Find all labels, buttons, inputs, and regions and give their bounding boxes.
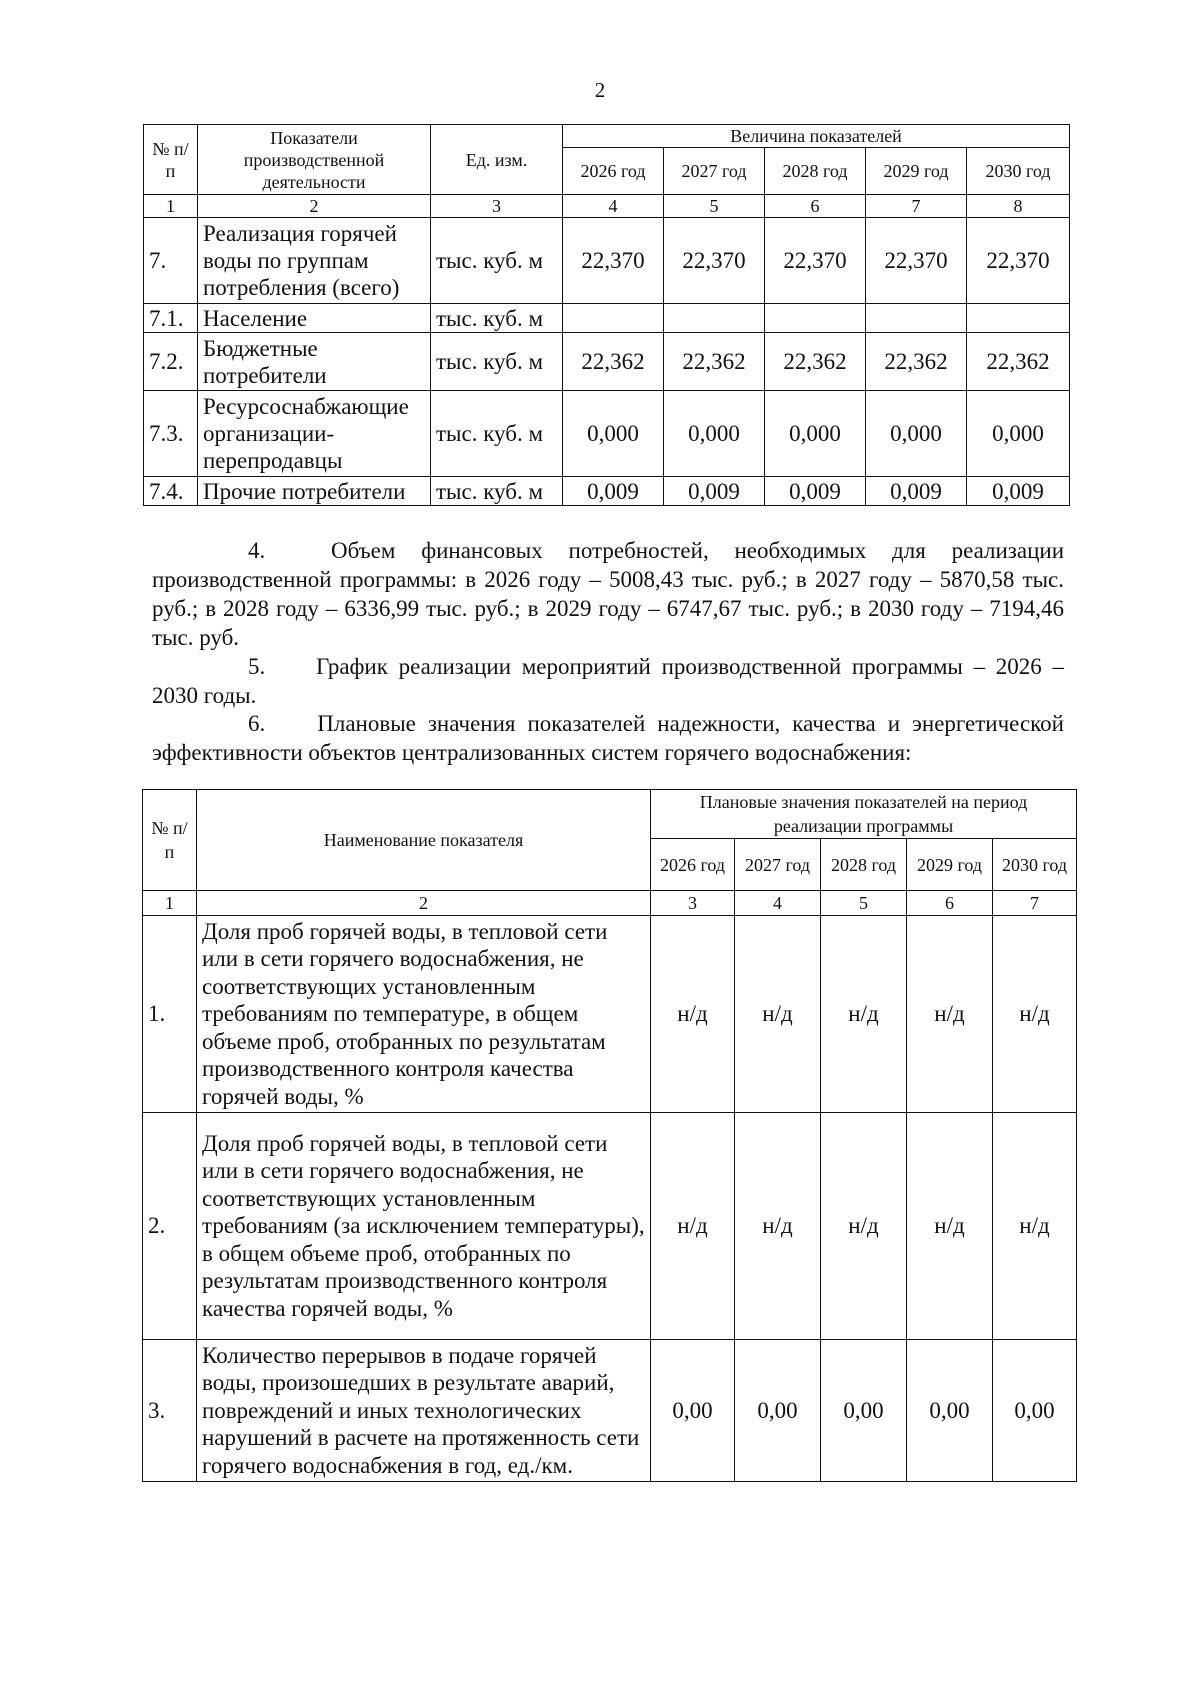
paragraph-number: 4. <box>248 538 266 563</box>
header-year: 2030 год <box>993 839 1077 891</box>
row-value <box>664 304 765 333</box>
row-value: н/д <box>651 916 735 1113</box>
row-num: 7.3. <box>144 391 198 477</box>
paragraph-6 <box>152 709 1064 767</box>
reliability-indicators-table <box>142 789 1077 1482</box>
paragraph-5 <box>152 652 1064 710</box>
row-value: 22,370 <box>563 218 664 304</box>
paragraph-number: 5. <box>248 654 266 679</box>
table-row <box>143 1113 1077 1340</box>
row-value: 0,000 <box>967 391 1070 477</box>
header-year: 2027 год <box>664 148 765 195</box>
table-row <box>144 333 1070 391</box>
row-num: 7. <box>144 218 198 304</box>
header-indicator: Показатели производственной деятельности <box>198 125 431 195</box>
paragraph-4 <box>152 536 1064 652</box>
header-year: 2030 год <box>967 148 1070 195</box>
col-number: 5 <box>664 195 765 218</box>
production-indicators-table <box>143 124 1070 506</box>
row-value: 0,009 <box>563 477 664 506</box>
header-year: 2029 год <box>907 839 993 891</box>
row-value <box>866 304 967 333</box>
col-number: 6 <box>765 195 866 218</box>
row-value: н/д <box>907 916 993 1113</box>
col-number: 5 <box>821 891 907 916</box>
row-name: Население <box>198 304 431 333</box>
table-row <box>144 391 1070 477</box>
row-name: Ресурсоснабжающие организации-перепродавцы <box>198 391 431 477</box>
row-value: 0,00 <box>907 1340 993 1482</box>
row-value: 0,000 <box>664 391 765 477</box>
row-value: 0,000 <box>563 391 664 477</box>
table-row <box>144 218 1070 304</box>
header-year: 2027 год <box>735 839 821 891</box>
header-num: № п/п <box>144 125 198 195</box>
col-number: 1 <box>144 195 198 218</box>
row-num: 3. <box>143 1340 197 1482</box>
paragraph-text: Объем финансовых потребностей, необходимых для реализации производственной программы: в 2026 году – 5008,43 тыс. руб.; в 2027 году – 5870,58 тыс. руб.; в 2028 году – 6336,99 тыс. руб.; в 2029 году – 6747,67 тыс. руб.; в 2030 году – 7194,46 тыс. руб. <box>152 538 1064 650</box>
row-value: 22,362 <box>967 333 1070 391</box>
table-row <box>143 1340 1077 1482</box>
col-number: 3 <box>431 195 563 218</box>
row-value: 22,370 <box>664 218 765 304</box>
col-number: 3 <box>651 891 735 916</box>
row-name: Доля проб горячей воды, в тепловой сети или в сети горячего водоснабжения, не соответствующих установленным требованиям (за исключением температуры), в общем объеме проб, отобранных по результатам производственного контроля качества горячей воды, % <box>197 1113 651 1340</box>
row-unit: тыс. куб. м <box>431 304 563 333</box>
row-num: 2. <box>143 1113 197 1340</box>
table-row <box>144 477 1070 506</box>
header-num: № п/п <box>143 790 197 891</box>
row-name: Количество перерывов в подаче горячей воды, произошедших в результате аварий, повреждений и иных технологических нарушений в расчете на протяженность сети горячего водоснабжения в год, ед./км. <box>197 1340 651 1482</box>
row-name: Доля проб горячей воды, в тепловой сети или в сети горячего водоснабжения, не соответствующих установленным требованиям по температуре, в общем объеме проб, отобранных по результатам производственного контроля качества горячей воды, % <box>197 916 651 1113</box>
paragraph-text: Плановые значения показателей надежности, качества и энергетической эффективности объектов централизованных систем горячего водоснабжения: <box>152 711 1064 765</box>
col-number: 7 <box>993 891 1077 916</box>
row-value <box>563 304 664 333</box>
header-values: Плановые значения показателей на период реализации программы <box>651 790 1077 839</box>
row-value: 0,000 <box>866 391 967 477</box>
row-num: 7.4. <box>144 477 198 506</box>
row-unit: тыс. куб. м <box>431 477 563 506</box>
col-number: 4 <box>563 195 664 218</box>
header-name: Наименование показателя <box>197 790 651 891</box>
row-value: 22,362 <box>765 333 866 391</box>
row-value: 0,00 <box>821 1340 907 1482</box>
row-value: н/д <box>735 1113 821 1340</box>
row-value: н/д <box>821 1113 907 1340</box>
header-year: 2026 год <box>563 148 664 195</box>
row-value: 0,009 <box>866 477 967 506</box>
col-number: 6 <box>907 891 993 916</box>
row-value: н/д <box>993 1113 1077 1340</box>
row-value: н/д <box>651 1113 735 1340</box>
row-value: 0,00 <box>651 1340 735 1482</box>
row-value: н/д <box>993 916 1077 1113</box>
row-value: 0,009 <box>765 477 866 506</box>
table-row <box>144 304 1070 333</box>
row-value: 22,362 <box>563 333 664 391</box>
col-number: 4 <box>735 891 821 916</box>
col-number: 2 <box>198 195 431 218</box>
row-value: н/д <box>735 916 821 1113</box>
row-value: 0,000 <box>765 391 866 477</box>
paragraph-number: 6. <box>248 711 266 736</box>
row-num: 1. <box>143 916 197 1113</box>
row-name: Бюджетные потребители <box>198 333 431 391</box>
row-value: 22,370 <box>866 218 967 304</box>
row-unit: тыс. куб. м <box>431 333 563 391</box>
col-number: 8 <box>967 195 1070 218</box>
row-value: 0,00 <box>735 1340 821 1482</box>
row-value: н/д <box>907 1113 993 1340</box>
row-value: 22,362 <box>866 333 967 391</box>
col-number: 7 <box>866 195 967 218</box>
header-year: 2028 год <box>765 148 866 195</box>
header-year: 2029 год <box>866 148 967 195</box>
header-year: 2028 год <box>821 839 907 891</box>
row-value: 0,009 <box>967 477 1070 506</box>
page-number: 2 <box>594 78 606 102</box>
header-unit: Ед. изм. <box>431 125 563 195</box>
row-value: н/д <box>821 916 907 1113</box>
row-value: 0,009 <box>664 477 765 506</box>
row-value: 0,00 <box>993 1340 1077 1482</box>
col-number: 2 <box>197 891 651 916</box>
col-number: 1 <box>143 891 197 916</box>
row-value: 22,370 <box>765 218 866 304</box>
row-value <box>765 304 866 333</box>
paragraph-text: График реализации мероприятий производственной программы – 2026 – 2030 годы. <box>152 654 1064 708</box>
row-num: 7.1. <box>144 304 198 333</box>
table-row <box>143 916 1077 1113</box>
row-num: 7.2. <box>144 333 198 391</box>
row-value: 22,370 <box>967 218 1070 304</box>
row-name: Реализация горячей воды по группам потребления (всего) <box>198 218 431 304</box>
row-value: 22,362 <box>664 333 765 391</box>
row-unit: тыс. куб. м <box>431 391 563 477</box>
header-values: Величина показателей <box>563 125 1070 148</box>
row-name: Прочие потребители <box>198 477 431 506</box>
row-value <box>967 304 1070 333</box>
row-unit: тыс. куб. м <box>431 218 563 304</box>
header-year: 2026 год <box>651 839 735 891</box>
